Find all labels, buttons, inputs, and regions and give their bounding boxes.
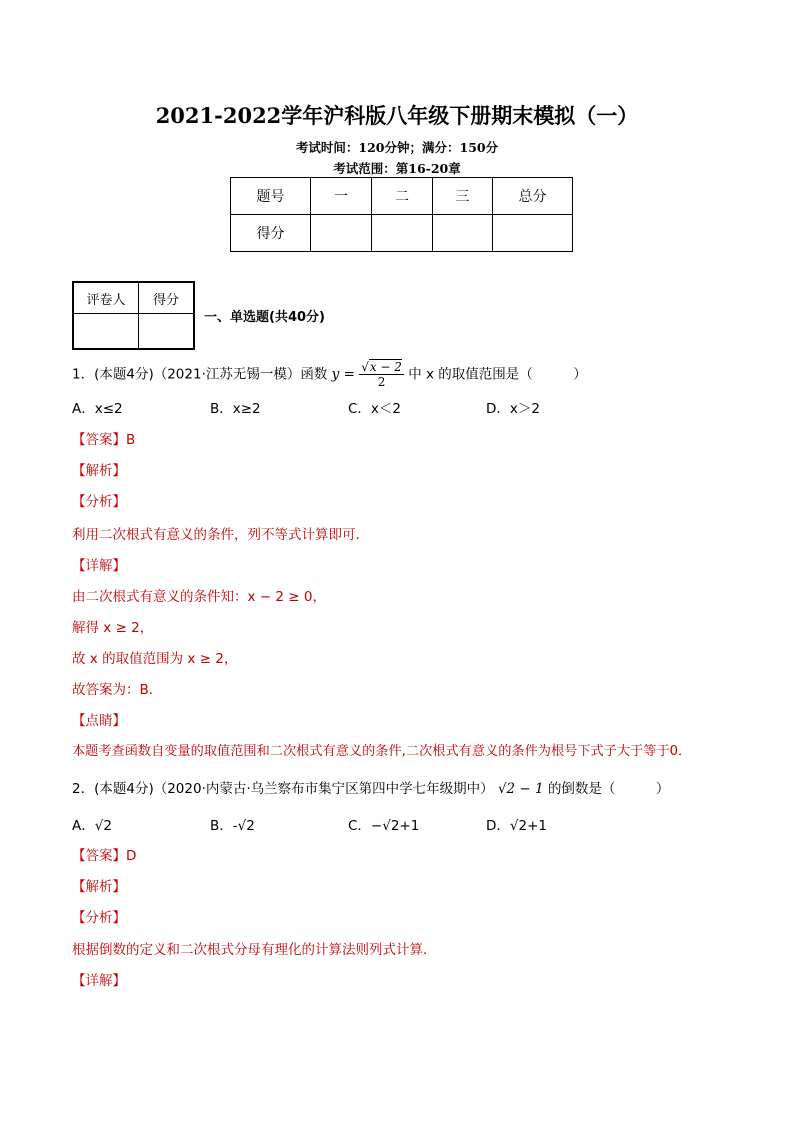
question-1-formula-lhs: y = bbox=[331, 366, 355, 383]
q1-fenxi-text: 利用二次根式有意义的条件，列不等式计算即可． bbox=[72, 527, 369, 543]
question-1-fraction: $\frac{√x - 2}{2}$ bbox=[361, 360, 402, 389]
score-table-cell: 一 bbox=[311, 178, 372, 215]
score-blank-cell[interactable] bbox=[433, 215, 493, 252]
question-1-suffix: 中 x 的取值范围是（ ） bbox=[408, 366, 587, 383]
grader-cell: 得分 bbox=[139, 282, 195, 314]
question-1-denominator: 2 bbox=[377, 375, 386, 389]
grader-table bbox=[72, 281, 195, 350]
score-table-cell: 三 bbox=[433, 178, 493, 215]
question-2-expression: √2 − 1 bbox=[497, 781, 544, 797]
score-table bbox=[230, 177, 573, 252]
q1-option-c[interactable]: C．x＜2 bbox=[348, 401, 402, 417]
section-heading: 一、单选题(共40分) bbox=[204, 310, 325, 325]
q1-dianjing-text: 本题考查函数自变量的取值范围和二次根式有意义的条件,二次根式有意义的条件为根号下式子大于等于0． bbox=[72, 744, 692, 759]
exam-scope-line: 考试范围：第16-20章 bbox=[333, 161, 461, 176]
q2-xiangjie-label: 【详解】 bbox=[72, 973, 126, 989]
q2-option-c[interactable]: C．−√2+1 bbox=[348, 818, 420, 834]
q1-option-b[interactable]: B．x≥2 bbox=[210, 401, 261, 417]
question-1-prefix: 1．(本题4分)（2021·江苏无锡一模）函数 bbox=[72, 366, 328, 383]
question-2 bbox=[72, 777, 669, 797]
q1-step-3: 故 x 的取值范围为 x ≥ 2， bbox=[72, 651, 238, 667]
q1-step-4: 故答案为：B． bbox=[72, 682, 163, 698]
score-table-score-row bbox=[231, 215, 573, 252]
q1-xiangjie-label: 【详解】 bbox=[72, 558, 126, 574]
score-table-header-row bbox=[231, 178, 573, 215]
score-table-cell: 题号 bbox=[231, 178, 311, 215]
exam-time-line: 考试时间：120分钟；满分：150分 bbox=[295, 140, 499, 155]
score-blank-cell[interactable] bbox=[372, 215, 433, 252]
q1-fenxi-label: 【分析】 bbox=[72, 494, 126, 510]
q1-dianjing-label: 【点睛】 bbox=[72, 713, 126, 729]
score-blank-cell[interactable] bbox=[493, 215, 573, 252]
grader-cell: 评卷人 bbox=[73, 282, 139, 314]
score-table-cell: 二 bbox=[372, 178, 433, 215]
question-2-suffix: 的倒数是（ ） bbox=[547, 781, 670, 797]
grader-blank-cell[interactable] bbox=[139, 314, 195, 350]
q2-answer: 【答案】D bbox=[72, 848, 137, 864]
score-table-cell: 总分 bbox=[493, 178, 573, 215]
q2-option-b[interactable]: B．-√2 bbox=[210, 818, 255, 834]
question-2-prefix: 2．(本题4分)（2020·内蒙古·乌兰察布市集宁区第四中学七年级期中） bbox=[72, 781, 494, 797]
q2-fenxi-label: 【分析】 bbox=[72, 910, 126, 926]
score-table-cell: 得分 bbox=[231, 215, 311, 252]
q2-option-a[interactable]: A．√2 bbox=[72, 818, 112, 834]
q2-option-d[interactable]: D．√2+1 bbox=[486, 818, 547, 834]
q2-fenxi-text: 根据倒数的定义和二次根式分母有理化的计算法则列式计算． bbox=[72, 942, 437, 958]
score-blank-cell[interactable] bbox=[311, 215, 372, 252]
q1-jiexi-label: 【解析】 bbox=[72, 463, 126, 479]
q2-jiexi-label: 【解析】 bbox=[72, 879, 126, 895]
q1-step-1: 由二次根式有意义的条件知：x − 2 ≥ 0， bbox=[72, 589, 326, 605]
grader-blank-cell[interactable] bbox=[73, 314, 139, 350]
q1-option-a[interactable]: A．x≤2 bbox=[72, 401, 123, 417]
q1-step-2: 解得 x ≥ 2， bbox=[72, 620, 154, 636]
page-title: 2021-2022学年沪科版八年级下册期末模拟（一） bbox=[155, 103, 639, 128]
question-1 bbox=[72, 360, 587, 389]
q1-option-d[interactable]: D．x＞2 bbox=[486, 401, 540, 417]
q1-answer: 【答案】B bbox=[72, 432, 136, 448]
question-1-radicand: x − 2 bbox=[369, 360, 402, 374]
